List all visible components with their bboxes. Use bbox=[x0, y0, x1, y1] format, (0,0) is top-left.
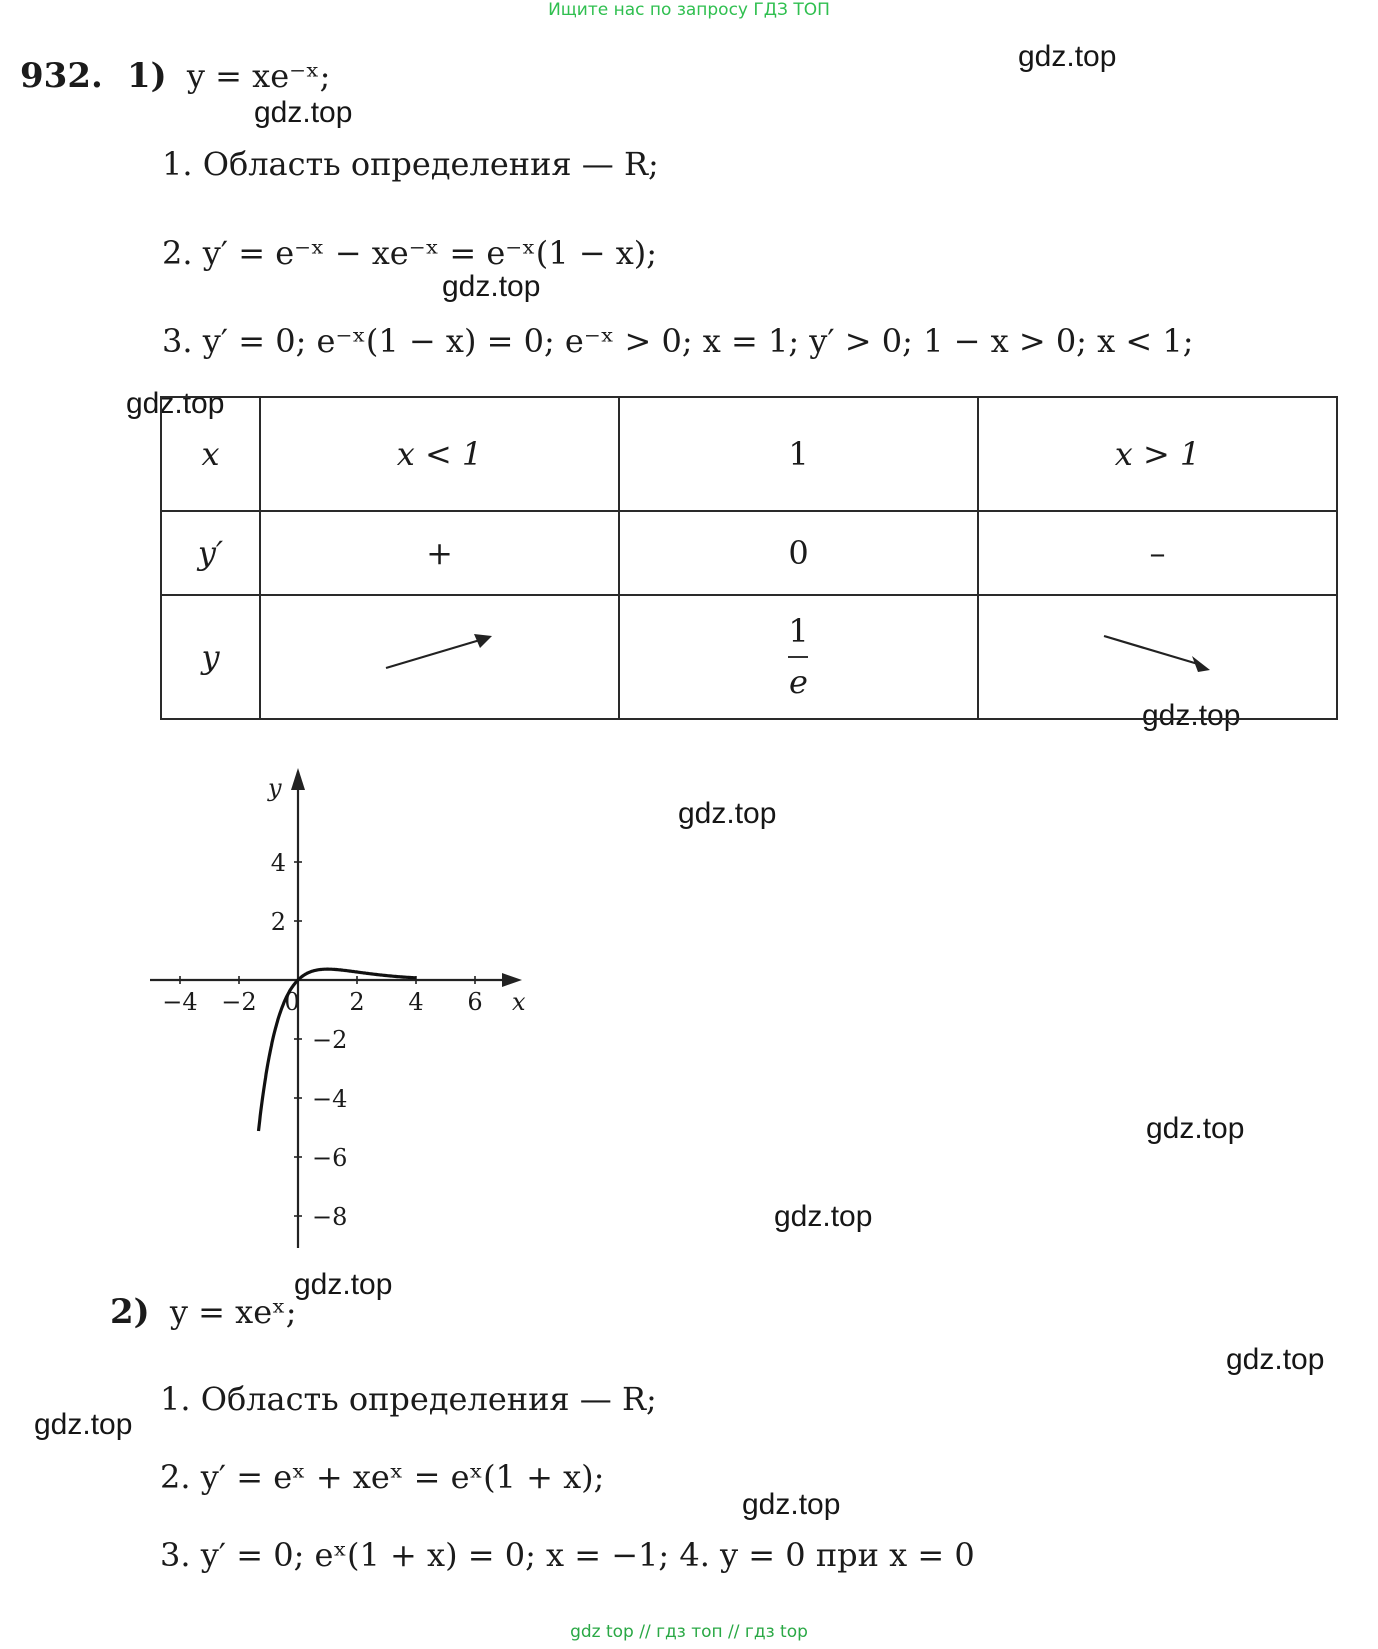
x-tick-label: −2 bbox=[221, 988, 257, 1016]
part1-step3: 3. y′ = 0; e⁻ˣ(1 − x) = 0; e⁻ˣ > 0; x = 1; y′ > 0; 1 − x > 0; x < 1; bbox=[162, 322, 1194, 360]
watermark: gdz.top bbox=[442, 270, 541, 303]
y-axis-label: y bbox=[268, 774, 282, 802]
function-graph bbox=[150, 768, 550, 1260]
x-tick-label: 4 bbox=[408, 988, 424, 1016]
search-banner[interactable]: Ищите нас по запросу ГДЗ ТОП bbox=[548, 0, 830, 20]
fraction-numerator: 1 bbox=[788, 612, 809, 651]
y-tick-label: −8 bbox=[312, 1203, 348, 1231]
problem-heading bbox=[20, 56, 330, 96]
watermark: gdz.top bbox=[1146, 1112, 1245, 1145]
y-tick-label: −4 bbox=[312, 1085, 348, 1113]
part2-step3: 3. y′ = 0; eˣ(1 + x) = 0; x = −1; 4. y = 0 при x = 0 bbox=[160, 1536, 975, 1574]
part1-step1: 1. Область определения — R; bbox=[162, 145, 659, 183]
table-cell: y′ bbox=[161, 511, 260, 595]
part1-function: y = xe⁻ˣ; bbox=[186, 57, 331, 95]
watermark: gdz.top bbox=[774, 1200, 873, 1233]
part2-heading bbox=[110, 1292, 296, 1332]
part2-step1: 1. Область определения — R; bbox=[160, 1380, 657, 1418]
x-tick-label: 2 bbox=[349, 988, 365, 1016]
y-axis-arrow bbox=[291, 768, 305, 790]
table-row bbox=[161, 595, 1337, 719]
watermark: gdz.top bbox=[678, 797, 777, 830]
watermark: gdz.top bbox=[1142, 699, 1241, 732]
part2-label: 2) bbox=[110, 1292, 150, 1332]
table-cell: y bbox=[161, 595, 260, 719]
watermark: gdz.top bbox=[254, 96, 353, 129]
part1-label: 1) bbox=[126, 56, 167, 96]
variation-table bbox=[160, 396, 1338, 720]
x-axis-label: x bbox=[512, 988, 526, 1016]
watermark: gdz.top bbox=[1226, 1343, 1325, 1376]
part2-function: y = xeˣ; bbox=[169, 1293, 297, 1331]
y-tick-label: 2 bbox=[270, 908, 286, 936]
table-row bbox=[161, 511, 1337, 595]
watermark: gdz.top bbox=[294, 1268, 393, 1301]
increasing-arrow-icon bbox=[380, 628, 500, 678]
fraction bbox=[788, 613, 808, 701]
problem-number: 932. bbox=[20, 56, 103, 96]
decreasing-arrow-icon bbox=[1098, 628, 1218, 678]
table-header-cell: 1 bbox=[619, 397, 978, 511]
footer-links[interactable]: gdz top // гдз топ // гдз top bbox=[570, 1622, 808, 1642]
x-tick-label: −4 bbox=[162, 988, 198, 1016]
y-tick-label: −2 bbox=[312, 1026, 348, 1054]
watermark: gdz.top bbox=[1018, 40, 1117, 73]
watermark: gdz.top bbox=[126, 387, 225, 420]
table-cell bbox=[978, 595, 1337, 719]
table-cell bbox=[619, 595, 978, 719]
x-tick-label: 0 bbox=[284, 988, 300, 1016]
fraction-denominator: e bbox=[789, 662, 808, 701]
table-cell: – bbox=[978, 511, 1337, 595]
watermark: gdz.top bbox=[742, 1488, 841, 1521]
part2-step2: 2. y′ = eˣ + xeˣ = eˣ(1 + x); bbox=[160, 1458, 605, 1496]
part1-step2: 2. y′ = e⁻ˣ − xe⁻ˣ = e⁻ˣ(1 − x); bbox=[162, 234, 658, 272]
table-header-cell: x > 1 bbox=[978, 397, 1337, 511]
table-header-cell: x < 1 bbox=[260, 397, 619, 511]
watermark: gdz.top bbox=[34, 1408, 133, 1441]
table-cell: + bbox=[260, 511, 619, 595]
table-cell: 0 bbox=[619, 511, 978, 595]
y-tick-label: 4 bbox=[270, 849, 286, 877]
table-cell bbox=[260, 595, 619, 719]
y-tick-label: −6 bbox=[312, 1144, 348, 1172]
x-axis-arrow bbox=[502, 973, 522, 987]
table-header-cell: x bbox=[161, 397, 260, 511]
x-tick-label: 6 bbox=[467, 988, 483, 1016]
table-row bbox=[161, 397, 1337, 511]
